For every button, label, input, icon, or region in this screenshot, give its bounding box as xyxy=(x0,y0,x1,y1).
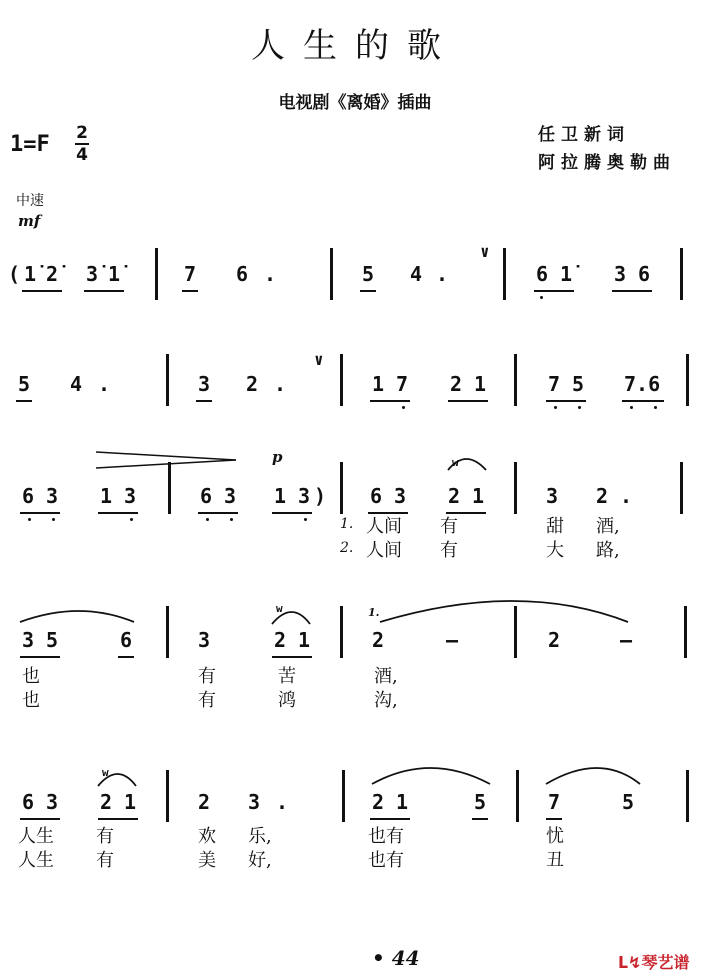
note: 7 xyxy=(184,262,197,286)
note: 2 xyxy=(372,628,385,652)
note: 6 xyxy=(236,262,249,286)
note: 6 xyxy=(200,484,213,508)
note: 6 xyxy=(638,262,651,286)
note: 7 xyxy=(396,372,409,396)
lyric: 有 xyxy=(96,850,114,871)
lyric: 苦 xyxy=(278,666,296,687)
volta-ending: 1. xyxy=(368,606,380,619)
note: 1 xyxy=(124,790,137,814)
note: 2 xyxy=(548,628,561,652)
note: 3 xyxy=(224,484,237,508)
note: 4 xyxy=(410,262,423,286)
note: 3 xyxy=(198,372,211,396)
note: 1 xyxy=(298,628,311,652)
composer-credit: 阿拉腾奥勒曲 xyxy=(538,153,676,173)
brand-logo xyxy=(618,950,689,973)
dynamic-mf: mf xyxy=(18,212,41,230)
note: 5 xyxy=(18,372,31,396)
note: 3 xyxy=(46,484,59,508)
note: 1 xyxy=(372,372,385,396)
logo-mark-icon: ᒪ↯ xyxy=(618,953,642,972)
note: 7 xyxy=(548,372,561,396)
dash-extension: – xyxy=(446,628,459,652)
note: 7 xyxy=(548,790,561,814)
note: 1 xyxy=(396,790,409,814)
note: 3 xyxy=(546,484,559,508)
paren-open: ( xyxy=(8,262,21,286)
note: 4 xyxy=(70,372,83,396)
lyric: 甜 xyxy=(546,516,564,537)
mordent: w xyxy=(452,456,459,469)
barline xyxy=(166,770,169,822)
song-subtitle: 电视剧《离婚》插曲 xyxy=(278,93,432,113)
note: 1 xyxy=(472,484,485,508)
note: 5 xyxy=(46,628,59,652)
lyric: 人间 xyxy=(366,516,402,537)
beam xyxy=(546,818,562,820)
note: 2 xyxy=(596,484,609,508)
note: 5 xyxy=(572,372,585,396)
note: 5 xyxy=(474,790,487,814)
song-title: 人生的歌 xyxy=(251,26,459,66)
note: 6 xyxy=(536,262,549,286)
note: 2 xyxy=(198,790,211,814)
page-number: • 44 xyxy=(372,946,420,970)
lyric: 有 xyxy=(198,666,216,687)
note: 6 xyxy=(120,628,133,652)
verse-number: 2. xyxy=(340,540,354,556)
note: 2̇ xyxy=(46,262,59,286)
dot-extension: . xyxy=(276,790,289,814)
note: 1 xyxy=(274,484,287,508)
note: 3 xyxy=(46,790,59,814)
note: 2 xyxy=(450,372,463,396)
lyric: 也 xyxy=(22,666,40,687)
lyricist-credit: 任卫新词 xyxy=(538,125,630,145)
note: 6 xyxy=(22,790,35,814)
dot-extension: . xyxy=(274,372,287,396)
dash-extension: – xyxy=(620,628,633,652)
barline xyxy=(686,770,689,822)
note: 3 xyxy=(198,628,211,652)
barline xyxy=(342,770,345,822)
note: 2 xyxy=(274,628,287,652)
lyric: 路, xyxy=(596,540,620,561)
lyric: 乐, xyxy=(248,826,272,847)
lyric: 也有 xyxy=(368,850,404,871)
lyric: 鸿 xyxy=(278,690,296,711)
beam xyxy=(20,818,60,820)
breath-mark: ∨ xyxy=(480,242,490,261)
lyric: 沟, xyxy=(374,690,398,711)
lyric: 有 xyxy=(198,690,216,711)
note: 7.6 xyxy=(624,372,661,396)
lyric: 人间 xyxy=(366,540,402,561)
mordent: w xyxy=(102,766,109,779)
note: 3 xyxy=(124,484,137,508)
key-signature: 1=F xyxy=(10,132,50,157)
note: 2 xyxy=(100,790,113,814)
lyric: 人生 xyxy=(18,826,54,847)
note: 1 xyxy=(100,484,113,508)
dot-extension: . xyxy=(264,262,277,286)
tempo-marking: 中速 xyxy=(16,193,44,209)
note: 5 xyxy=(362,262,375,286)
lyric: 有 xyxy=(440,516,458,537)
note: 1̇ xyxy=(560,262,573,286)
logo-text: 琴艺谱 xyxy=(641,953,690,972)
beam xyxy=(370,818,410,820)
lyric: 也 xyxy=(22,690,40,711)
lyric: 有 xyxy=(96,826,114,847)
paren-close: ) xyxy=(314,484,327,508)
lyric: 人生 xyxy=(18,850,54,871)
lyric: 酒, xyxy=(596,516,620,537)
note: 2 xyxy=(246,372,259,396)
dynamic-p: p xyxy=(272,448,283,466)
lyric: 也有 xyxy=(368,826,404,847)
lyric: 忧 xyxy=(546,826,564,847)
note: 3 xyxy=(394,484,407,508)
beam xyxy=(98,818,138,820)
note: 3 xyxy=(248,790,261,814)
verse-number: 1. xyxy=(340,516,354,532)
note: 3̇ xyxy=(86,262,99,286)
note: 6 xyxy=(22,484,35,508)
beam xyxy=(472,818,488,820)
time-denominator: 4 xyxy=(76,145,88,165)
note: 3 xyxy=(22,628,35,652)
mordent: w xyxy=(276,602,283,615)
lyric: 欢 xyxy=(198,826,216,847)
note: 1 xyxy=(474,372,487,396)
lyric: 大 xyxy=(546,540,564,561)
dot-extension: . xyxy=(436,262,449,286)
note: 1̇ xyxy=(108,262,121,286)
barline xyxy=(516,770,519,822)
note: 2 xyxy=(372,790,385,814)
lyric: 酒, xyxy=(374,666,398,687)
lyric: 好, xyxy=(248,850,272,871)
dot-extension: . xyxy=(620,484,633,508)
breath-mark: ∨ xyxy=(314,350,324,369)
note: 3 xyxy=(298,484,311,508)
note: 1̇ xyxy=(24,262,37,286)
lyric: 丑 xyxy=(546,850,564,871)
note: 5 xyxy=(622,790,635,814)
time-numerator: 2 xyxy=(76,123,88,143)
lyric: 美 xyxy=(198,850,216,871)
note: 6 xyxy=(370,484,383,508)
note: 3 xyxy=(614,262,627,286)
lyric: 有 xyxy=(440,540,458,561)
dot-extension: . xyxy=(98,372,111,396)
note: 2 xyxy=(448,484,461,508)
page-number-value: 44 xyxy=(391,946,420,970)
